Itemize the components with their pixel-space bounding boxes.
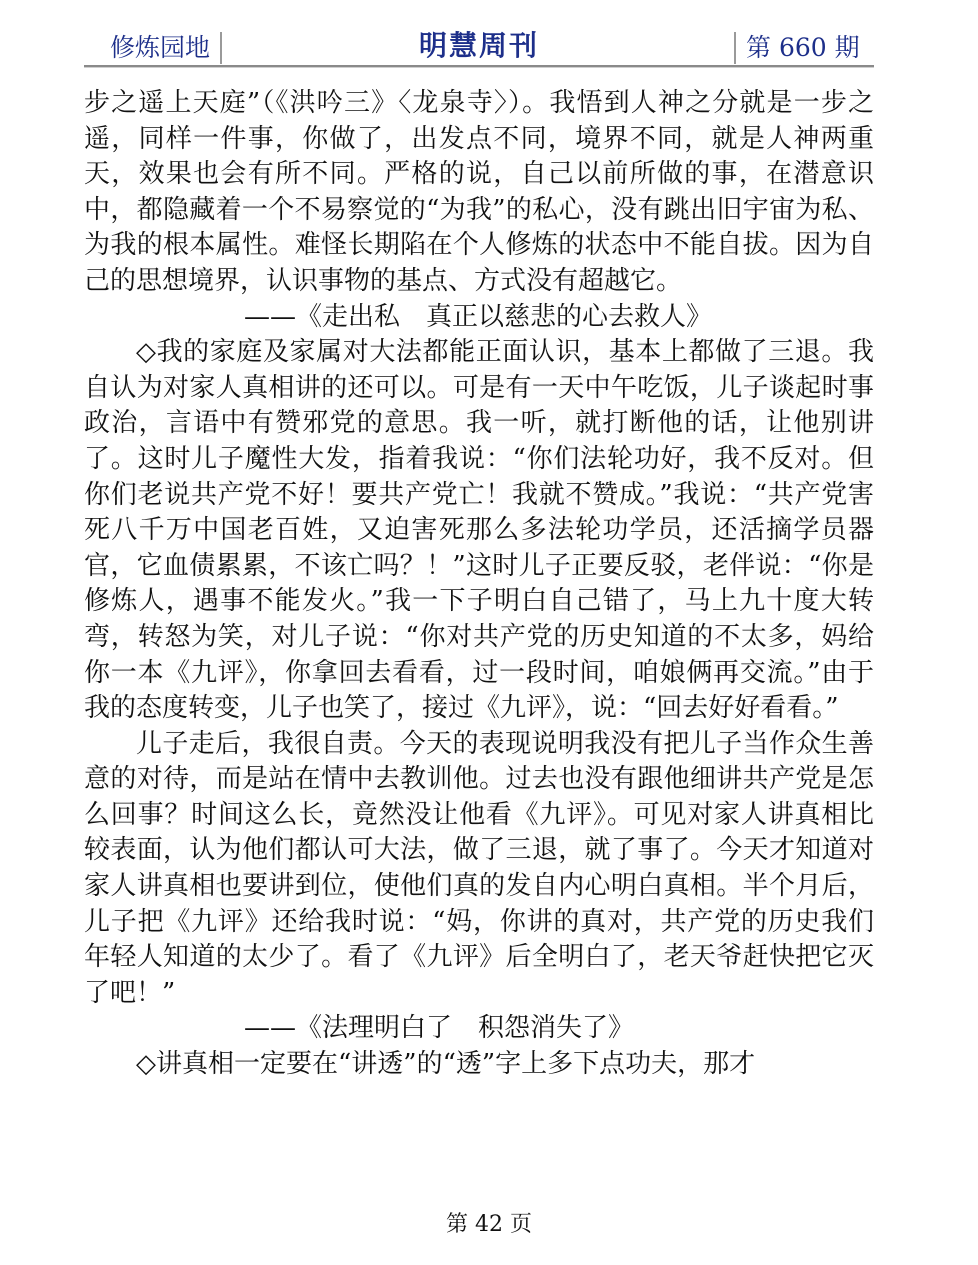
paragraph: ◇我的家庭及家属对大法都能正面认识，基本上都做了三退。我自认为对家人真相讲的还可以。可是有一天中午吃饭，儿子谈起时事政治，言语中有赞邪党的意思。我一听，就打断他的话，让他别讲了。这时儿子魔性大发，指着我说：“你们法轮功好，我不反对。但你们老说共产党不好！要共产党亡！我就不赞成。”我说：“共产党害死八千万中国老百姓，又迫害死那么多法轮功学员，还活摘学员器官，它血债累累，不该亡吗？！”这时儿子正要反驳，老伴说：“你是修炼人，遇事不能发火。”我一下子明白自己错了，马上九十度大转弯，转怒为笑，对儿子说：“你对共产党的历史知道的不太多，妈给你一本《九评》，你拿回去看看，过一段时间，咱娘俩再交流。”由于我的态度转变，儿子也笑了，接过《九评》，说：“回去好好看看。”: [84, 337, 874, 724]
article-body: [84, 86, 874, 1083]
header-publication-title: 明慧周刊: [418, 29, 539, 62]
page-number: 第 42 页: [446, 1212, 532, 1237]
paragraph: 儿子走后，我很自责。今天的表现说明我没有把儿子当作众生善意的对待，而是站在情中去教训他。过去也没有跟他细讲共产党是怎么回事？时间这么长，竟然没让他看《九评》。可见对家人讲真相比较表面，认为他们都认可大法，做了三退，就了事了。今天才知道对家人讲真相也要讲到位，使他们真的发自内心明白真相。半个月后，儿子把《九评》还给我时说：“妈，你讲的真对，共产党的历史我们年轻人知道的太少了。看了《九评》后全明白了，老天爷赶快把它灭了吧！”: [84, 728, 874, 1008]
header-divider-right: [734, 32, 736, 64]
header-rule-shadow: [84, 67, 874, 68]
paragraph-continued: 步之遥上天庭”（《洪吟三》〈龙泉寺〉）。我悟到人神之分就是一步之遥，同样一件事，你做了，出发点不同，境界不同，就是人神两重天，效果也会有所不同。严格的说，自己以前所做的事，在潜意识中，都隐藏着一个不易察觉的“为我”的私心，没有跳出旧宇宙为私、为我的根本属性。难怪长期陷在个人修炼的状态中不能自拔。因为自己的思想境界，认识事物的基点、方式没有超越它。: [84, 88, 874, 296]
header-issue-number: 第 660 期: [746, 33, 860, 62]
source-citation: ——《法理明白了 积怨消失了》: [244, 1013, 635, 1044]
source-citation: ——《走出私 真正以慈悲的心去救人》: [244, 301, 713, 332]
page-header: [84, 22, 874, 68]
header-section-label: 修炼园地: [110, 33, 211, 62]
paragraph: ◇讲真相一定要在“讲透”的“透”字上多下点功夫，那才: [136, 1049, 756, 1080]
